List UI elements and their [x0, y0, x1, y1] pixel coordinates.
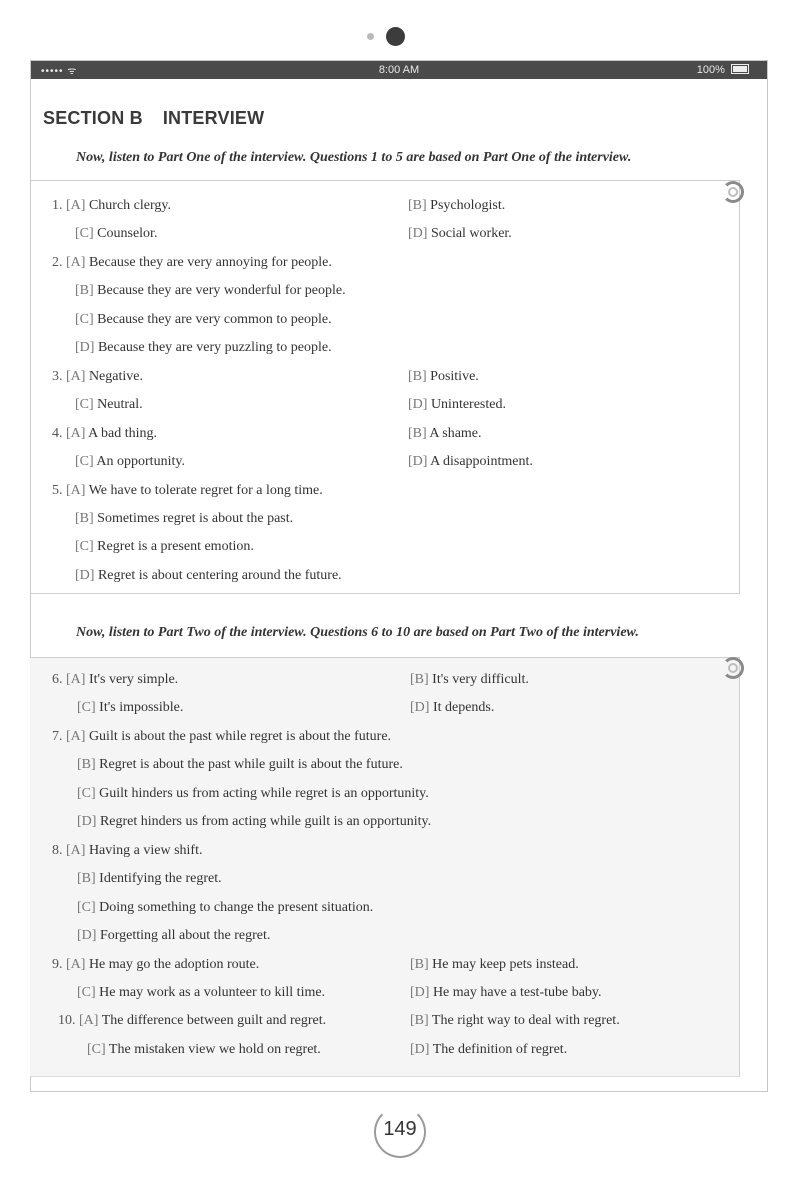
- option-text: Neutral.: [97, 397, 143, 412]
- instruction-part-two: Now, listen to Part Two of the interview. Questions 6 to 10 are based on Part Two of the interview.: [76, 625, 639, 640]
- option-letter: [D]: [408, 397, 428, 412]
- option-letter: [D]: [410, 985, 430, 1000]
- option-letter: [C]: [75, 397, 94, 412]
- question-2-option-c[interactable]: [75, 312, 332, 328]
- option-text: Guilt is about the past while regret is about the future.: [88, 729, 392, 744]
- option-letter: [A]: [66, 426, 86, 441]
- status-time: 8:00 AM: [378, 64, 420, 76]
- option-letter: [B]: [75, 283, 94, 298]
- option-letter: [C]: [75, 539, 94, 554]
- question-10-option-d[interactable]: [410, 1042, 567, 1058]
- option-letter: [D]: [408, 454, 428, 469]
- question-2-option-b[interactable]: [75, 283, 346, 299]
- option-letter: [D]: [408, 226, 428, 241]
- signal-icon: ••••• ᯤ: [41, 66, 78, 77]
- option-letter: [D]: [410, 700, 430, 715]
- question-6-option-d[interactable]: [410, 700, 494, 716]
- option-text: He may go the adoption route.: [88, 957, 260, 972]
- option-text: Guilt hinders us from acting while regret is an opportunity.: [99, 786, 429, 801]
- option-text: An opportunity.: [96, 454, 185, 469]
- option-text: A bad thing.: [88, 426, 158, 441]
- instruction-part-one: Now, listen to Part One of the interview. Questions 1 to 5 are based on Part One of the interview.: [76, 150, 632, 165]
- question-9-option-d[interactable]: [410, 985, 602, 1001]
- option-text: Regret is about the past while guilt is about the future.: [99, 757, 403, 772]
- question-5-option-c[interactable]: [75, 539, 254, 555]
- question-5-option-a[interactable]: [52, 483, 323, 499]
- option-text: Because they are very wonderful for people.: [97, 283, 346, 298]
- option-letter: [D]: [77, 928, 97, 943]
- option-letter: [B]: [408, 426, 427, 441]
- option-letter: [D]: [75, 568, 95, 583]
- page-dot-inactive[interactable]: [367, 33, 374, 40]
- option-letter: [A]: [66, 729, 86, 744]
- status-bar: [31, 61, 767, 79]
- option-letter: [A]: [66, 483, 86, 498]
- question-3-option-c[interactable]: [75, 397, 143, 413]
- option-text: Negative.: [88, 369, 143, 384]
- question-number: 4.: [52, 426, 63, 441]
- question-3-option-b[interactable]: [408, 369, 479, 385]
- option-text: The mistaken view we hold on regret.: [108, 1042, 321, 1057]
- page-indicator: [365, 27, 425, 47]
- section-label: SECTION B: [43, 108, 143, 128]
- option-letter: [B]: [408, 198, 427, 213]
- option-letter: [A]: [66, 957, 86, 972]
- option-text: Forgetting all about the regret.: [99, 928, 271, 943]
- option-text: It's impossible.: [99, 700, 184, 715]
- option-letter: [C]: [87, 1042, 106, 1057]
- question-8-option-a[interactable]: [52, 843, 202, 859]
- option-letter: [C]: [77, 786, 96, 801]
- swirl-icon: [722, 657, 748, 683]
- question-6-option-b[interactable]: [410, 672, 529, 688]
- option-text: Regret is a present emotion.: [97, 539, 254, 554]
- option-text: It's very simple.: [88, 672, 179, 687]
- question-7-option-b[interactable]: [77, 757, 403, 773]
- question-number: 7.: [52, 729, 63, 744]
- page-number-badge: [374, 1106, 426, 1158]
- page-number: 149: [383, 1118, 417, 1140]
- question-9-option-a[interactable]: [52, 957, 259, 973]
- option-letter: [C]: [77, 985, 96, 1000]
- option-letter: [B]: [410, 672, 429, 687]
- question-number: 10.: [58, 1013, 76, 1028]
- question-9-option-b[interactable]: [410, 957, 579, 973]
- question-9-option-c[interactable]: [77, 985, 325, 1001]
- option-text: A disappointment.: [430, 454, 533, 469]
- question-box-part-one: [30, 180, 740, 594]
- option-letter: [B]: [77, 871, 96, 886]
- option-text: Regret hinders us from acting while guilt is an opportunity.: [99, 814, 432, 829]
- option-text: Sometimes regret is about the past.: [97, 511, 294, 526]
- battery-icon: [731, 64, 749, 74]
- question-8-option-b[interactable]: [77, 871, 222, 887]
- battery-status: [697, 64, 749, 76]
- question-2-option-a[interactable]: [52, 255, 332, 271]
- option-text: It's very difficult.: [432, 672, 529, 687]
- question-7-option-d[interactable]: [77, 814, 431, 830]
- option-text: Having a view shift.: [88, 843, 203, 858]
- option-text: The definition of regret.: [432, 1042, 568, 1057]
- question-3-option-a[interactable]: [52, 369, 143, 385]
- option-text: Counselor.: [97, 226, 158, 241]
- section-name: INTERVIEW: [162, 108, 265, 128]
- section-title: [43, 108, 264, 129]
- question-number: 8.: [52, 843, 63, 858]
- option-text: Social worker.: [430, 226, 512, 241]
- question-4-option-d[interactable]: [408, 454, 533, 470]
- question-1-option-b[interactable]: [408, 198, 505, 214]
- option-letter: [A]: [66, 255, 86, 270]
- option-text: Positive.: [430, 369, 479, 384]
- option-letter: [C]: [75, 312, 94, 327]
- option-text: He may have a test-tube baby.: [432, 985, 602, 1000]
- swirl-icon: [722, 181, 748, 207]
- option-text: Doing something to change the present situation.: [99, 900, 374, 915]
- option-text: He may keep pets instead.: [432, 957, 579, 972]
- option-text: Because they are very puzzling to people.: [97, 340, 332, 355]
- option-text: Church clergy.: [88, 198, 171, 213]
- option-text: Identifying the regret.: [99, 871, 222, 886]
- option-letter: [A]: [66, 369, 86, 384]
- option-text: Because they are very common to people.: [97, 312, 332, 327]
- option-letter: [C]: [75, 454, 94, 469]
- option-text: Psychologist.: [430, 198, 506, 213]
- question-number: 6.: [52, 672, 63, 687]
- question-4-option-c[interactable]: [75, 454, 185, 470]
- option-letter: [D]: [410, 1042, 430, 1057]
- option-text: A shame.: [429, 426, 482, 441]
- question-8-option-d[interactable]: [77, 928, 270, 944]
- option-text: We have to tolerate regret for a long time.: [88, 483, 323, 498]
- battery-percent: 100%: [696, 64, 725, 76]
- question-number: 9.: [52, 957, 63, 972]
- option-letter: [C]: [75, 226, 94, 241]
- question-1-option-d[interactable]: [408, 226, 512, 242]
- question-1-option-a[interactable]: [52, 198, 171, 214]
- option-letter: [B]: [410, 957, 429, 972]
- question-10-option-a[interactable]: [58, 1013, 326, 1029]
- option-letter: [C]: [77, 900, 96, 915]
- option-letter: [C]: [77, 700, 96, 715]
- option-text: The right way to deal with regret.: [431, 1013, 620, 1028]
- question-5-option-d[interactable]: [75, 568, 342, 584]
- option-text: Uninterested.: [430, 397, 506, 412]
- question-number: 2.: [52, 255, 63, 270]
- question-2-option-d[interactable]: [75, 340, 332, 356]
- option-letter: [D]: [75, 340, 95, 355]
- question-3-option-d[interactable]: [408, 397, 506, 413]
- question-4-option-a[interactable]: [52, 426, 157, 442]
- option-letter: [B]: [408, 369, 427, 384]
- option-letter: [A]: [66, 843, 86, 858]
- question-number: 1.: [52, 198, 63, 213]
- option-letter: [D]: [77, 814, 97, 829]
- question-10-option-c[interactable]: [87, 1042, 321, 1058]
- option-text: Because they are very annoying for people.: [88, 255, 332, 270]
- question-6-option-a[interactable]: [52, 672, 178, 688]
- page-dot-active[interactable]: [386, 27, 405, 46]
- question-number: 5.: [52, 483, 63, 498]
- option-text: It depends.: [432, 700, 495, 715]
- question-8-option-c[interactable]: [77, 900, 373, 916]
- option-text: The difference between guilt and regret.: [101, 1013, 327, 1028]
- option-letter: [B]: [410, 1013, 429, 1028]
- question-number: 3.: [52, 369, 63, 384]
- question-6-option-c[interactable]: [77, 700, 183, 716]
- question-10-option-b[interactable]: [410, 1013, 620, 1029]
- question-4-option-b[interactable]: [408, 426, 482, 442]
- option-letter: [A]: [66, 198, 86, 213]
- question-1-option-c[interactable]: [75, 226, 157, 242]
- option-text: Regret is about centering around the future.: [97, 568, 342, 583]
- question-7-option-c[interactable]: [77, 786, 429, 802]
- option-letter: [B]: [77, 757, 96, 772]
- question-7-option-a[interactable]: [52, 729, 391, 745]
- option-letter: [A]: [66, 672, 86, 687]
- option-letter: [A]: [79, 1013, 99, 1028]
- option-text: He may work as a volunteer to kill time.: [99, 985, 326, 1000]
- question-5-option-b[interactable]: [75, 511, 293, 527]
- option-letter: [B]: [75, 511, 94, 526]
